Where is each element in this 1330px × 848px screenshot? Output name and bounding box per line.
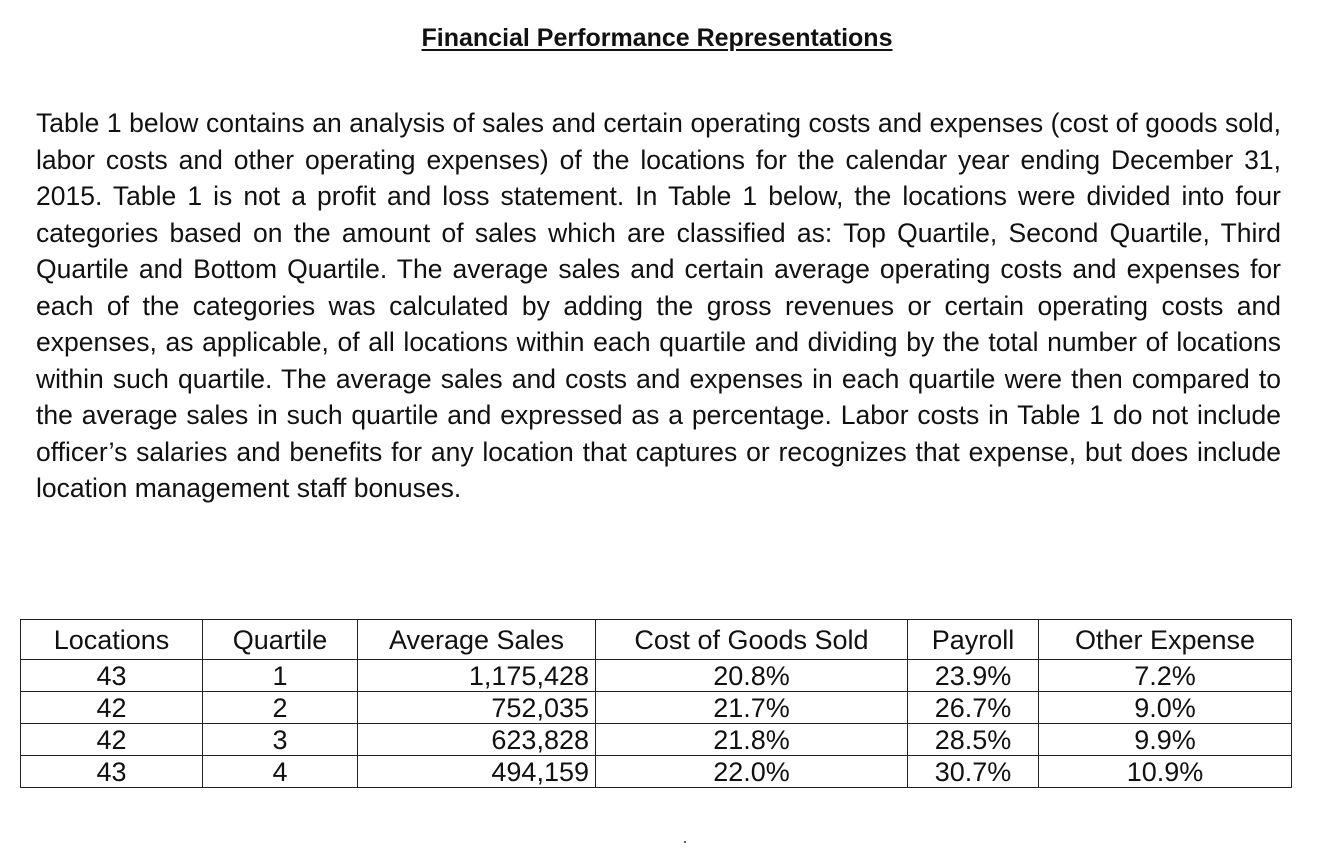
cell-payroll: 23.9%	[908, 660, 1039, 692]
cell-quartile: 4	[203, 756, 358, 788]
cell-other-expense: 9.9%	[1039, 724, 1292, 756]
header-locations: Locations	[21, 620, 203, 660]
cell-locations: 42	[21, 724, 203, 756]
header-payroll: Payroll	[908, 620, 1039, 660]
scan-speck	[684, 841, 686, 843]
header-quartile: Quartile	[203, 620, 358, 660]
cell-locations: 43	[21, 756, 203, 788]
financial-table	[20, 619, 1292, 788]
cell-cogs: 22.0%	[596, 756, 908, 788]
cell-average-sales: 1,175,428	[358, 660, 596, 692]
intro-paragraph: Table 1 below contains an analysis of sales and certain operating costs and expenses (cost of goods sold, labor costs and other operating expenses) of the locations for the calendar year ending December 31, 2015. Table 1 is not a profit and loss statement. In Table 1 below, the locations were divided into four categories based on the amount of sales which are classified as: Top Quartile, Second Quartile, Third Quartile and Bottom Quartile. The average sales and certain average operating costs and expenses for each of the categories was calculated by adding the gross revenues or certain operating costs and expenses, as applicable, of all locations within each quartile and dividing by the total number of locations within such quartile. The average sales and costs and expenses in each quartile were then compared to the average sales in such quartile and expressed as a percentage. Labor costs in Table 1 do not include officer’s salaries and benefits for any location that captures or recognizes that expense, but does include location management staff bonuses.	[36, 108, 1281, 503]
cell-payroll: 30.7%	[908, 756, 1039, 788]
cell-cogs: 21.7%	[596, 692, 908, 724]
header-cogs: Cost of Goods Sold	[596, 620, 908, 660]
cell-other-expense: 7.2%	[1039, 660, 1292, 692]
cell-cogs: 20.8%	[596, 660, 908, 692]
document-title: Financial Performance Representations	[421, 24, 893, 52]
header-average-sales: Average Sales	[358, 620, 596, 660]
cell-quartile: 3	[203, 724, 358, 756]
cell-locations: 43	[21, 660, 203, 692]
table-row	[21, 756, 1292, 788]
header-other-expense: Other Expense	[1039, 620, 1292, 660]
cell-other-expense: 9.0%	[1039, 692, 1292, 724]
cell-locations: 42	[21, 692, 203, 724]
cell-quartile: 2	[203, 692, 358, 724]
table-row	[21, 724, 1292, 756]
cell-average-sales: 494,159	[358, 756, 596, 788]
table-header-row	[21, 620, 1292, 660]
cell-payroll: 28.5%	[908, 724, 1039, 756]
cell-average-sales: 752,035	[358, 692, 596, 724]
cell-payroll: 26.7%	[908, 692, 1039, 724]
cell-other-expense: 10.9%	[1039, 756, 1292, 788]
table-row	[21, 692, 1292, 724]
cell-quartile: 1	[203, 660, 358, 692]
cell-cogs: 21.8%	[596, 724, 908, 756]
table-row	[21, 660, 1292, 692]
cell-average-sales: 623,828	[358, 724, 596, 756]
